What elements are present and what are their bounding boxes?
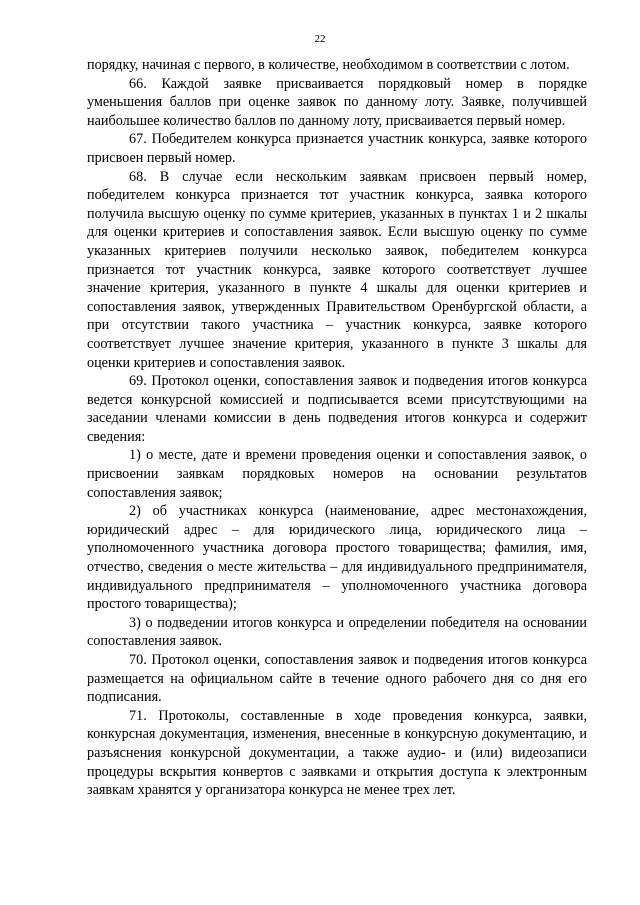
- document-body: [87, 56, 587, 800]
- list-item-1: 1) о месте, дате и времени проведения оценки и сопоставления заявок, о присвоении заявкам порядковых номеров на основании результатов сопоставления заявок;: [87, 447, 587, 501]
- paragraph-66: 66. Каждой заявке присваивается порядковый номер в порядке уменьшения баллов при оценке заявок по данному лоту. Заявке, получившей наибольшее количество баллов по данному лоту, присваивается первый номер.: [87, 75, 587, 129]
- paragraph-67: 67. Победителем конкурса признается участник конкурса, заявке которого присвоен первый номер.: [87, 131, 587, 166]
- page-number: 22: [314, 33, 326, 45]
- paragraph-continuation: порядку, начиная с первого, в количестве, необходимом в соответствии с лотом.: [87, 57, 570, 73]
- list-item-3: 3) о подведении итогов конкурса и определении победителя на основании сопоставления заявок.: [87, 614, 587, 650]
- list-item-2: 2) об участниках конкурса (наименование, адрес местонахождения, юридический адрес – для юридического лица, юридического лица – уполномоченного участника договора простого товарищества; фамилия, имя, отчество, сведения о месте жительства – для индивидуального предпринимателя, индивидуального предпринимателя – уполномоченного участника договора простого товарищества);: [87, 503, 587, 613]
- paragraph-71: 71. Протоколы, составленные в ходе проведения конкурса, заявки, конкурсная документация, изменения, внесенные в конкурсную документацию, и разъяснения конкурсной документации, а также аудио- и (или) видеозаписи процедуры вскрытия конвертов с заявками и открытия доступа к электронным заявкам хранятся у организатора конкурса не менее трех лет.: [87, 707, 587, 799]
- paragraph-69: 69. Протокол оценки, сопоставления заявок и подведения итогов конкурса ведется конкурсной комиссией и подписывается всеми присутствующими на заседании членами комиссии в день подведения итогов конкурса и содержит сведения:: [87, 373, 587, 445]
- paragraph-68: 68. В случае если нескольким заявкам присвоен первый номер, победителем конкурса признается тот участник конкурса, заявка которого получила высшую оценку по сумме критериев, указанных в пунктах 1 и 2 шкалы для оценки критериев и сопоставления заявок. Если высшую оценку по сумме указанных критериев получили несколько заявок, победителем конкурса признается тот участник конкурса, заявке которого соответствует лучшее значение критерия, указанного в пункте 4 шкалы для оценки критериев и сопоставления заявок, утвержденных Правительством Оренбургской области, а при отсутствии такого участника – участник конкурса, заявке которого соответствует лучшее значение критерия, указанного в пункте 3 шкалы для оценки критериев и сопоставления заявок.: [87, 168, 587, 371]
- paragraph-70: 70. Протокол оценки, сопоставления заявок и подведения итогов конкурса размещается на официальном сайте в течение одного рабочего дня со дня его подписания.: [87, 652, 587, 706]
